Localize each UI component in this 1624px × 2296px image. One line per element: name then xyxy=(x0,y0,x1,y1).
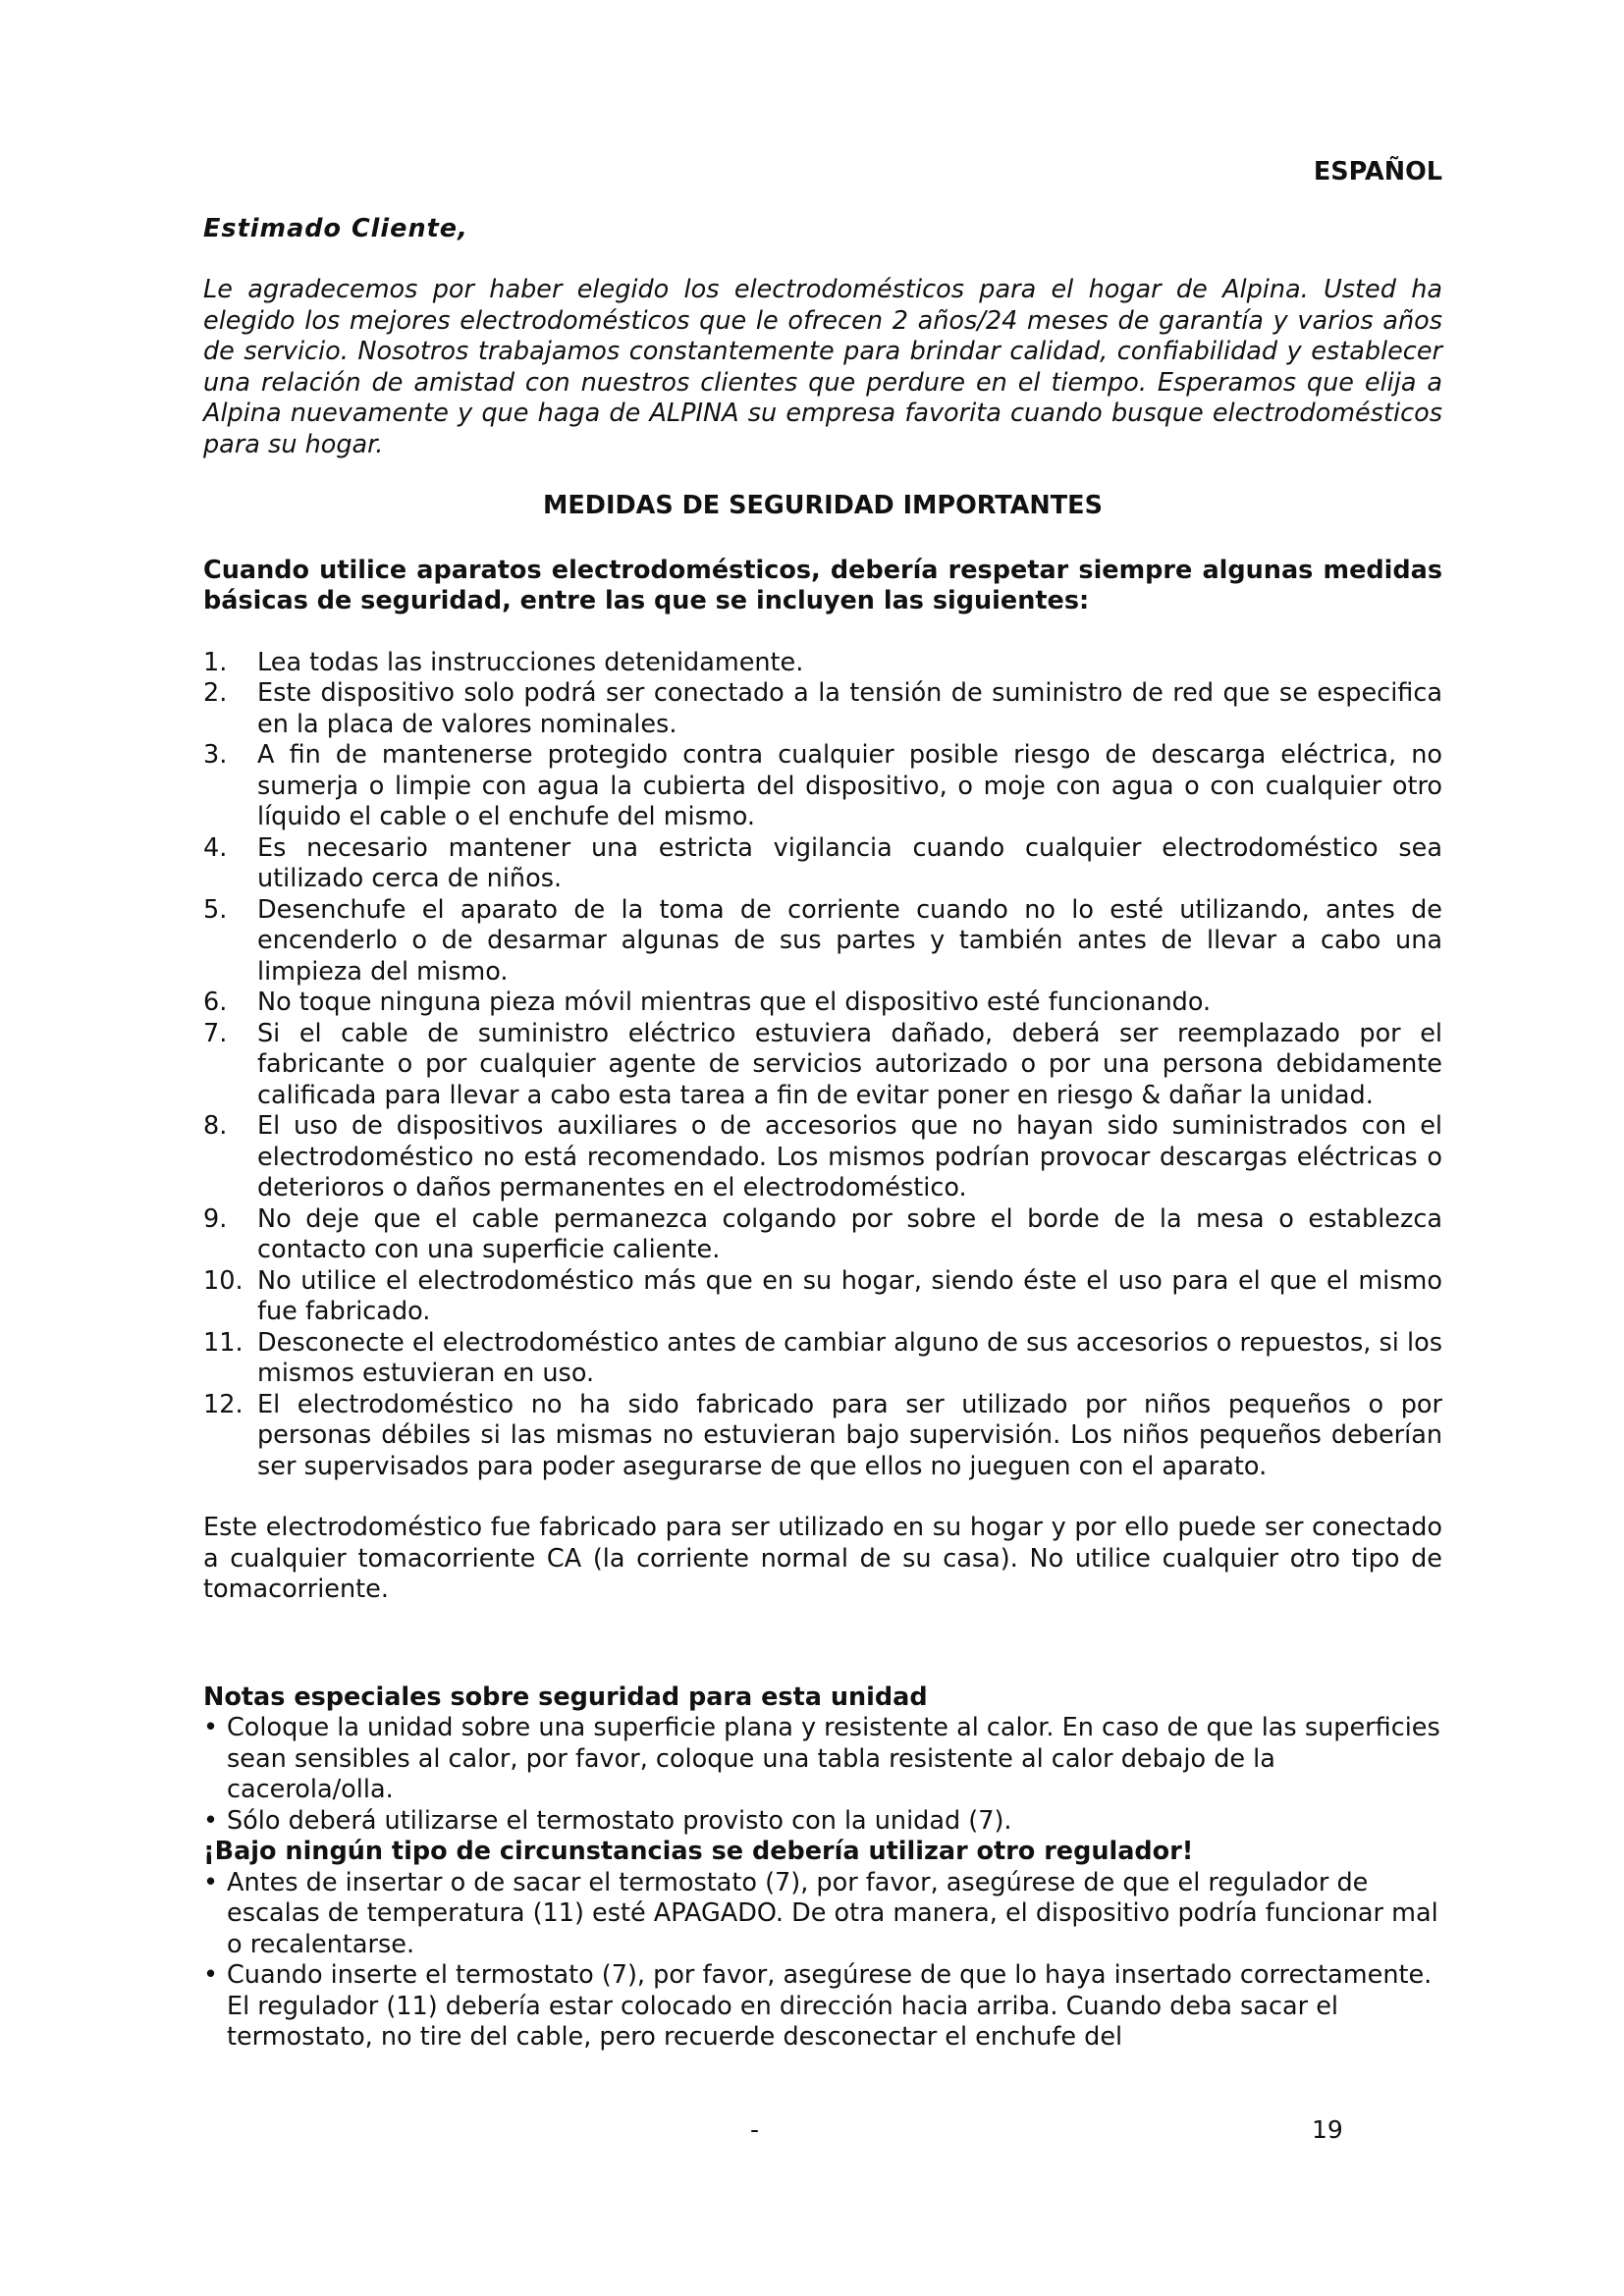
safety-rules-list xyxy=(203,648,1442,1483)
rule-text: Desconecte el electrodoméstico antes de cambiar alguno de sus accesorios o repuestos, si los mismos estuvieran en uso. xyxy=(257,1327,1442,1388)
rule-item xyxy=(203,648,1442,679)
rule-number: 3. xyxy=(203,740,228,770)
note-item: • Sólo deberá utilizarse el termostato provisto con la unidad (7). xyxy=(203,1806,1442,1838)
rule-number: 12. xyxy=(203,1389,244,1419)
rule-number: 8. xyxy=(203,1111,228,1141)
footer-dash: - xyxy=(750,2115,760,2144)
intro-paragraph: Le agradecemos por haber elegido los electrodomésticos para el hogar de Alpina. Usted ha elegido los mejores electrodomésticos que le ofrecen 2 años/24 meses de garantía y varios años de servicio. Nosotros trabajamos constantemente para brindar calidad, confiabilidad y establecer una relación de amistad con nuestros clientes que perdure en el tiempo. Esperamos que elija a Alpina nuevamente y que haga de ALPINA su empresa favorita cuando busque electrodomésticos para su hogar. xyxy=(203,275,1442,459)
closing-paragraph: Este electrodoméstico fue fabricado para ser utilizado en su hogar y por ello puede ser conectado a cualquier tomacorriente CA (la corriente normal de su casa). No utilice cualquier otro tipo de tomacorriente. xyxy=(203,1513,1442,1604)
rule-text: No deje que el cable permanezca colgando por sobre el borde de la mesa o establezca contacto con una superficie caliente. xyxy=(257,1203,1442,1264)
rule-item xyxy=(203,1328,1442,1390)
notes-title: Notas especiales sobre seguridad para esta unidad xyxy=(203,1682,928,1712)
rule-item xyxy=(203,895,1442,988)
rule-text: No utilice el electrodoméstico más que en su hogar, siendo éste el uso para el que el mismo fue fabricado. xyxy=(257,1265,1442,1326)
warning-text: ¡Bajo ningún tipo de circunstancias se debería utilizar otro regulador! xyxy=(203,1837,1194,1866)
rule-text: Es necesario mantener una estricta vigilancia cuando cualquier electrodoméstico sea utilizado cerca de niños. xyxy=(257,832,1442,893)
rule-text: El uso de dispositivos auxiliares o de accesorios que no hayan sido suministrados con el electrodoméstico no está recomendado. Los mismos podrían provocar descargas eléctricas o deterioros o daños permanentes en el electrodoméstico. xyxy=(257,1111,1442,1202)
rule-number: 5. xyxy=(203,894,228,925)
language-heading: ESPAÑOL xyxy=(1313,157,1442,187)
rule-item xyxy=(203,1266,1442,1328)
rule-number: 7. xyxy=(203,1018,228,1048)
rule-number: 11. xyxy=(203,1327,244,1358)
rule-number: 10. xyxy=(203,1265,244,1296)
page-number: 19 xyxy=(1312,2115,1343,2144)
rule-text: Este dispositivo solo podrá ser conectado a la tensión de suministro de red que se especifica en la placa de valores nominales. xyxy=(257,678,1442,739)
rule-item xyxy=(203,678,1442,740)
rule-number: 4. xyxy=(203,832,228,863)
notes-list-b xyxy=(203,1868,1442,2054)
rule-number: 2. xyxy=(203,678,228,708)
rule-text: El electrodoméstico no ha sido fabricado para ser utilizado por niños pequeños o por personas débiles si las mismas no estuvieran bajo supervisión. Los niños pequeños deberían ser supervisados para poder asegurarse de que ellos no jueguen con el aparato. xyxy=(257,1389,1442,1481)
rule-text: Lea todas las instrucciones detenidamente. xyxy=(257,647,804,677)
greeting: Estimado Cliente, xyxy=(203,213,468,243)
rule-number: 6. xyxy=(203,988,228,1017)
document-page xyxy=(203,157,1442,2054)
rule-text: Desenchufe el aparato de la toma de corriente cuando no lo esté utilizando, antes de encenderlo o de desarmar algunas de sus partes y también antes de llevar a cabo una limpieza del mismo. xyxy=(257,894,1442,987)
safety-lead: Cuando utilice aparatos electrodomésticos, debería respetar siempre algunas medidas básicas de seguridad, entre las que se incluyen las siguientes: xyxy=(203,555,1442,615)
rule-number: 9. xyxy=(203,1203,228,1234)
safety-title: MEDIDAS DE SEGURIDAD IMPORTANTES xyxy=(543,491,1103,520)
rule-item xyxy=(203,1019,1442,1112)
note-item: • Cuando inserte el termostato (7), por favor, asegúrese de que lo haya insertado correctamente. El regulador (11) debería estar colocado en dirección hacia arriba. Cuando deba sacar el termostato, no tire del cable, pero recuerde desconectar el enchufe del xyxy=(203,1960,1442,2054)
rule-item xyxy=(203,833,1442,895)
rule-text: Si el cable de suministro eléctrico estuviera dañado, deberá ser reemplazado por el fabricante o por cualquier agente de servicios autorizado o por una persona debidamente calificada para llevar a cabo esta tarea a fin de evitar poner en riesgo & dañar la unidad. xyxy=(257,1018,1442,1110)
rule-item xyxy=(203,740,1442,833)
notes-list-a xyxy=(203,1713,1442,1837)
note-item: • Coloque la unidad sobre una superficie plana y resistente al calor. En caso de que las superficies sean sensibles al calor, por favor, coloque una tabla resistente al calor debajo de la cacerola/olla. xyxy=(203,1713,1442,1806)
rule-item xyxy=(203,1111,1442,1204)
rule-text: No toque ninguna pieza móvil mientras que el dispositivo esté funcionando. xyxy=(257,988,1212,1017)
note-item: • Antes de insertar o de sacar el termostato (7), por favor, asegúrese de que el regulador de escalas de temperatura (11) esté APAGADO. De otra manera, el dispositivo podría funcionar mal o recalentarse. xyxy=(203,1868,1442,1961)
rule-item xyxy=(203,1204,1442,1266)
rule-item xyxy=(203,988,1442,1019)
rule-item xyxy=(203,1390,1442,1483)
rule-text: A fin de mantenerse protegido contra cualquier posible riesgo de descarga eléctrica, no sumerja o limpie con agua la cubierta del dispositivo, o moje con agua o con cualquier otro líquido el cable o el enchufe del mismo. xyxy=(257,740,1442,831)
rule-number: 1. xyxy=(203,647,228,677)
